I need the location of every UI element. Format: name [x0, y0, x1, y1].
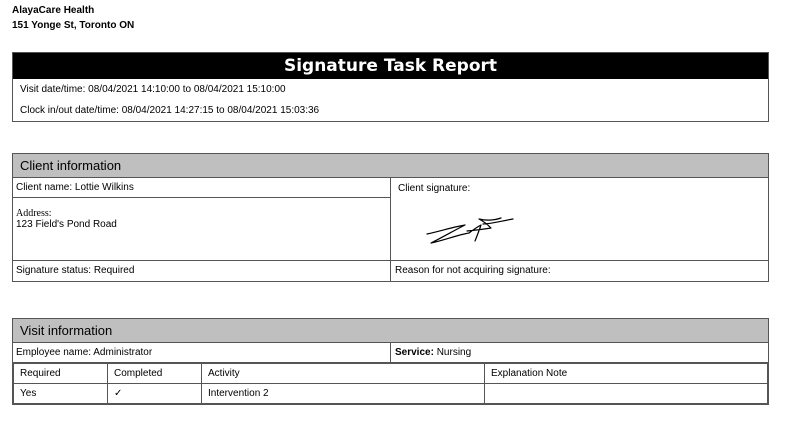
explanation-note-cell	[485, 384, 768, 404]
visit-info-row	[13, 343, 768, 363]
service-info	[391, 343, 768, 362]
completed-check-icon: ✓	[108, 384, 202, 404]
client-information-grid	[13, 178, 768, 281]
task-table-header	[14, 364, 768, 384]
service-value: Nursing	[436, 347, 472, 358]
client-information-header: Client information	[13, 154, 768, 178]
visit-information-header: Visit information	[13, 319, 768, 343]
organization-header	[12, 3, 134, 33]
task-table	[13, 363, 768, 404]
visit-information-section	[12, 318, 769, 405]
address-value: 123 Field's Pond Road	[16, 219, 117, 230]
organization-name: AlayaCare Health	[12, 5, 95, 16]
column-header-required: Required	[14, 364, 108, 384]
signature-status: Signature status: Required	[13, 261, 391, 281]
address-label: Address:	[16, 208, 52, 219]
report-summary	[12, 52, 769, 122]
client-signature-label: Client signature:	[398, 183, 471, 194]
organization-address: 151 Yonge St, Toronto ON	[12, 20, 135, 31]
client-signature-image	[421, 210, 521, 246]
employee-name: Employee name: Administrator	[13, 343, 391, 362]
column-header-activity: Activity	[202, 364, 485, 384]
client-address	[13, 198, 391, 261]
reason-no-signature: Reason for not acquiring signature:	[395, 265, 551, 276]
service-label: Service:	[395, 347, 434, 358]
client-name: Client name: Lottie Wilkins	[13, 178, 391, 198]
activity-cell: Intervention 2	[202, 384, 485, 404]
column-header-completed: Completed	[108, 364, 202, 384]
client-information-section	[12, 153, 769, 282]
column-header-explanation-note: Explanation Note	[485, 364, 768, 384]
visit-datetime: Visit date/time: 08/04/2021 14:10:00 to 08/04/2021 15:10:00	[20, 84, 286, 95]
required-cell: Yes	[14, 384, 108, 404]
client-signature-box	[391, 178, 768, 261]
clock-datetime: Clock in/out date/time: 08/04/2021 14:27:15 to 08/04/2021 15:03:36	[20, 105, 320, 116]
table-row	[14, 384, 768, 404]
report-title: Signature Task Report	[13, 53, 768, 79]
